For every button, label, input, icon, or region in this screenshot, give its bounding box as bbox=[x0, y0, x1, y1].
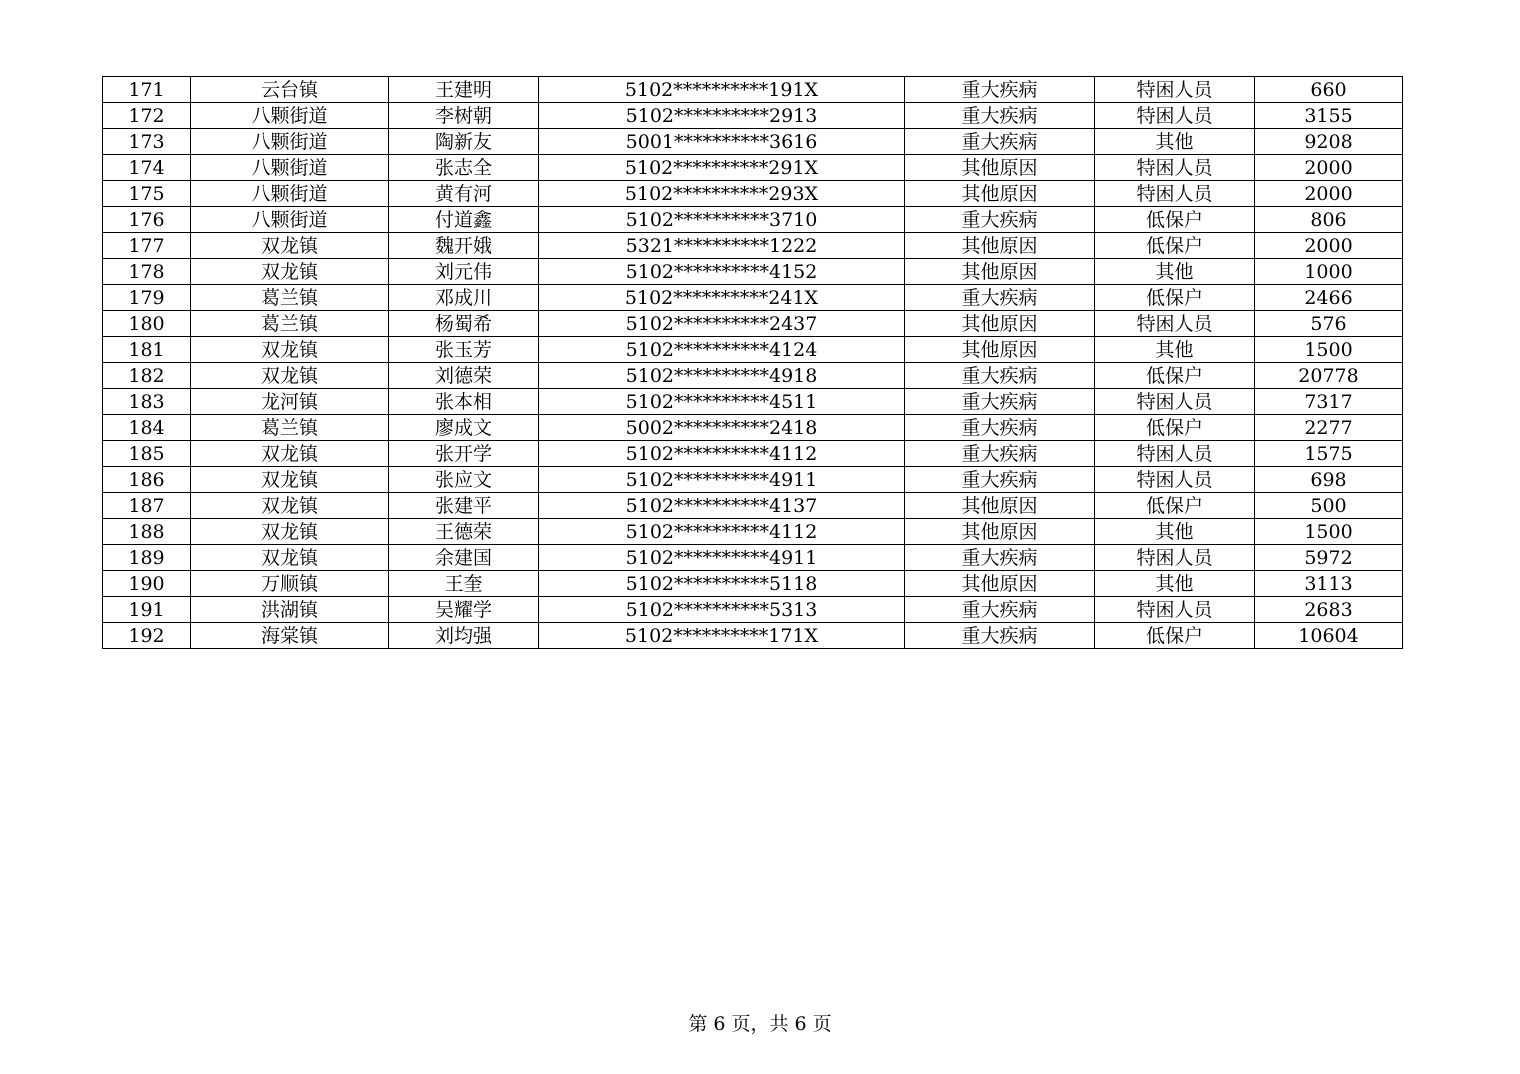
serial-number-cell: 171 bbox=[103, 77, 191, 103]
table-row bbox=[103, 519, 1403, 545]
table-row bbox=[103, 623, 1403, 649]
town-cell: 双龙镇 bbox=[191, 519, 389, 545]
serial-number-cell: 187 bbox=[103, 493, 191, 519]
table-row bbox=[103, 155, 1403, 181]
category-cell: 特困人员 bbox=[1095, 597, 1255, 623]
table-row bbox=[103, 337, 1403, 363]
reason-cell: 其他原因 bbox=[905, 181, 1095, 207]
id-number-cell: 5102**********291X bbox=[539, 155, 905, 181]
name-cell: 黄有河 bbox=[389, 181, 539, 207]
reason-cell: 重大疾病 bbox=[905, 285, 1095, 311]
table-row bbox=[103, 181, 1403, 207]
table-row bbox=[103, 545, 1403, 571]
id-number-cell: 5102**********5313 bbox=[539, 597, 905, 623]
name-cell: 王奎 bbox=[389, 571, 539, 597]
town-cell: 八颗街道 bbox=[191, 129, 389, 155]
reason-cell: 其他原因 bbox=[905, 519, 1095, 545]
aid-recipient-table bbox=[102, 76, 1403, 649]
category-cell: 特困人员 bbox=[1095, 77, 1255, 103]
town-cell: 葛兰镇 bbox=[191, 311, 389, 337]
id-number-cell: 5102**********3710 bbox=[539, 207, 905, 233]
serial-number-cell: 180 bbox=[103, 311, 191, 337]
page-number-footer: 第 6 页，共 6 页 bbox=[688, 1013, 832, 1035]
reason-cell: 重大疾病 bbox=[905, 545, 1095, 571]
id-number-cell: 5102**********4112 bbox=[539, 441, 905, 467]
amount-cell: 660 bbox=[1255, 77, 1403, 103]
town-cell: 双龙镇 bbox=[191, 233, 389, 259]
name-cell: 刘均强 bbox=[389, 623, 539, 649]
serial-number-cell: 176 bbox=[103, 207, 191, 233]
reason-cell: 其他原因 bbox=[905, 311, 1095, 337]
town-cell: 八颗街道 bbox=[191, 207, 389, 233]
serial-number-cell: 192 bbox=[103, 623, 191, 649]
name-cell: 吴耀学 bbox=[389, 597, 539, 623]
table-row bbox=[103, 389, 1403, 415]
table-row bbox=[103, 77, 1403, 103]
name-cell: 刘德荣 bbox=[389, 363, 539, 389]
amount-cell: 20778 bbox=[1255, 363, 1403, 389]
serial-number-cell: 191 bbox=[103, 597, 191, 623]
town-cell: 葛兰镇 bbox=[191, 285, 389, 311]
reason-cell: 其他原因 bbox=[905, 155, 1095, 181]
category-cell: 特困人员 bbox=[1095, 389, 1255, 415]
amount-cell: 576 bbox=[1255, 311, 1403, 337]
id-number-cell: 5102**********2437 bbox=[539, 311, 905, 337]
town-cell: 龙河镇 bbox=[191, 389, 389, 415]
town-cell: 八颗街道 bbox=[191, 155, 389, 181]
table-row bbox=[103, 493, 1403, 519]
amount-cell: 1575 bbox=[1255, 441, 1403, 467]
category-cell: 其他 bbox=[1095, 571, 1255, 597]
serial-number-cell: 182 bbox=[103, 363, 191, 389]
name-cell: 张玉芳 bbox=[389, 337, 539, 363]
town-cell: 洪湖镇 bbox=[191, 597, 389, 623]
town-cell: 云台镇 bbox=[191, 77, 389, 103]
serial-number-cell: 178 bbox=[103, 259, 191, 285]
reason-cell: 重大疾病 bbox=[905, 441, 1095, 467]
name-cell: 魏开娥 bbox=[389, 233, 539, 259]
category-cell: 低保户 bbox=[1095, 233, 1255, 259]
table-row bbox=[103, 597, 1403, 623]
town-cell: 万顺镇 bbox=[191, 571, 389, 597]
table-row bbox=[103, 207, 1403, 233]
reason-cell: 重大疾病 bbox=[905, 415, 1095, 441]
id-number-cell: 5102**********2913 bbox=[539, 103, 905, 129]
category-cell: 特困人员 bbox=[1095, 545, 1255, 571]
table-body bbox=[103, 77, 1403, 649]
id-number-cell: 5102**********241X bbox=[539, 285, 905, 311]
name-cell: 余建国 bbox=[389, 545, 539, 571]
table-row bbox=[103, 415, 1403, 441]
name-cell: 李树朝 bbox=[389, 103, 539, 129]
reason-cell: 其他原因 bbox=[905, 259, 1095, 285]
serial-number-cell: 185 bbox=[103, 441, 191, 467]
serial-number-cell: 183 bbox=[103, 389, 191, 415]
town-cell: 双龙镇 bbox=[191, 493, 389, 519]
table-row bbox=[103, 467, 1403, 493]
town-cell: 双龙镇 bbox=[191, 545, 389, 571]
amount-cell: 500 bbox=[1255, 493, 1403, 519]
id-number-cell: 5102**********4911 bbox=[539, 467, 905, 493]
name-cell: 廖成文 bbox=[389, 415, 539, 441]
category-cell: 低保户 bbox=[1095, 415, 1255, 441]
category-cell: 其他 bbox=[1095, 337, 1255, 363]
serial-number-cell: 173 bbox=[103, 129, 191, 155]
town-cell: 双龙镇 bbox=[191, 467, 389, 493]
table-row bbox=[103, 363, 1403, 389]
reason-cell: 其他原因 bbox=[905, 571, 1095, 597]
name-cell: 张开学 bbox=[389, 441, 539, 467]
reason-cell: 重大疾病 bbox=[905, 207, 1095, 233]
amount-cell: 10604 bbox=[1255, 623, 1403, 649]
amount-cell: 2000 bbox=[1255, 233, 1403, 259]
category-cell: 低保户 bbox=[1095, 207, 1255, 233]
name-cell: 杨蜀希 bbox=[389, 311, 539, 337]
name-cell: 张志全 bbox=[389, 155, 539, 181]
category-cell: 其他 bbox=[1095, 129, 1255, 155]
amount-cell: 3155 bbox=[1255, 103, 1403, 129]
id-number-cell: 5102**********4152 bbox=[539, 259, 905, 285]
reason-cell: 重大疾病 bbox=[905, 467, 1095, 493]
id-number-cell: 5102**********293X bbox=[539, 181, 905, 207]
serial-number-cell: 190 bbox=[103, 571, 191, 597]
amount-cell: 2000 bbox=[1255, 181, 1403, 207]
town-cell: 双龙镇 bbox=[191, 441, 389, 467]
serial-number-cell: 184 bbox=[103, 415, 191, 441]
amount-cell: 1500 bbox=[1255, 519, 1403, 545]
category-cell: 特困人员 bbox=[1095, 181, 1255, 207]
name-cell: 付道鑫 bbox=[389, 207, 539, 233]
id-number-cell: 5102**********4918 bbox=[539, 363, 905, 389]
table-row bbox=[103, 103, 1403, 129]
category-cell: 低保户 bbox=[1095, 623, 1255, 649]
serial-number-cell: 188 bbox=[103, 519, 191, 545]
id-number-cell: 5321**********1222 bbox=[539, 233, 905, 259]
reason-cell: 其他原因 bbox=[905, 337, 1095, 363]
category-cell: 特困人员 bbox=[1095, 103, 1255, 129]
town-cell: 双龙镇 bbox=[191, 363, 389, 389]
name-cell: 陶新友 bbox=[389, 129, 539, 155]
serial-number-cell: 174 bbox=[103, 155, 191, 181]
reason-cell: 重大疾病 bbox=[905, 129, 1095, 155]
reason-cell: 重大疾病 bbox=[905, 77, 1095, 103]
amount-cell: 3113 bbox=[1255, 571, 1403, 597]
id-number-cell: 5002**********2418 bbox=[539, 415, 905, 441]
category-cell: 低保户 bbox=[1095, 493, 1255, 519]
name-cell: 张应文 bbox=[389, 467, 539, 493]
category-cell: 其他 bbox=[1095, 519, 1255, 545]
serial-number-cell: 175 bbox=[103, 181, 191, 207]
town-cell: 双龙镇 bbox=[191, 259, 389, 285]
category-cell: 特困人员 bbox=[1095, 441, 1255, 467]
table-row bbox=[103, 285, 1403, 311]
reason-cell: 重大疾病 bbox=[905, 103, 1095, 129]
amount-cell: 2466 bbox=[1255, 285, 1403, 311]
table-row bbox=[103, 129, 1403, 155]
name-cell: 张建平 bbox=[389, 493, 539, 519]
town-cell: 海棠镇 bbox=[191, 623, 389, 649]
amount-cell: 1000 bbox=[1255, 259, 1403, 285]
reason-cell: 重大疾病 bbox=[905, 623, 1095, 649]
category-cell: 特困人员 bbox=[1095, 311, 1255, 337]
amount-cell: 7317 bbox=[1255, 389, 1403, 415]
id-number-cell: 5102**********171X bbox=[539, 623, 905, 649]
name-cell: 刘元伟 bbox=[389, 259, 539, 285]
amount-cell: 9208 bbox=[1255, 129, 1403, 155]
serial-number-cell: 179 bbox=[103, 285, 191, 311]
amount-cell: 806 bbox=[1255, 207, 1403, 233]
amount-cell: 698 bbox=[1255, 467, 1403, 493]
town-cell: 葛兰镇 bbox=[191, 415, 389, 441]
name-cell: 邓成川 bbox=[389, 285, 539, 311]
serial-number-cell: 181 bbox=[103, 337, 191, 363]
amount-cell: 2277 bbox=[1255, 415, 1403, 441]
id-number-cell: 5102**********4511 bbox=[539, 389, 905, 415]
reason-cell: 其他原因 bbox=[905, 493, 1095, 519]
amount-cell: 1500 bbox=[1255, 337, 1403, 363]
table-row bbox=[103, 571, 1403, 597]
id-number-cell: 5001**********3616 bbox=[539, 129, 905, 155]
amount-cell: 2683 bbox=[1255, 597, 1403, 623]
category-cell: 特困人员 bbox=[1095, 155, 1255, 181]
category-cell: 其他 bbox=[1095, 259, 1255, 285]
table-row bbox=[103, 441, 1403, 467]
table-row bbox=[103, 233, 1403, 259]
serial-number-cell: 189 bbox=[103, 545, 191, 571]
amount-cell: 2000 bbox=[1255, 155, 1403, 181]
category-cell: 低保户 bbox=[1095, 363, 1255, 389]
name-cell: 张本相 bbox=[389, 389, 539, 415]
category-cell: 特困人员 bbox=[1095, 467, 1255, 493]
id-number-cell: 5102**********4124 bbox=[539, 337, 905, 363]
id-number-cell: 5102**********5118 bbox=[539, 571, 905, 597]
town-cell: 八颗街道 bbox=[191, 103, 389, 129]
amount-cell: 5972 bbox=[1255, 545, 1403, 571]
id-number-cell: 5102**********4112 bbox=[539, 519, 905, 545]
town-cell: 双龙镇 bbox=[191, 337, 389, 363]
id-number-cell: 5102**********191X bbox=[539, 77, 905, 103]
reason-cell: 重大疾病 bbox=[905, 389, 1095, 415]
category-cell: 低保户 bbox=[1095, 285, 1255, 311]
table-row bbox=[103, 311, 1403, 337]
reason-cell: 重大疾病 bbox=[905, 363, 1095, 389]
serial-number-cell: 172 bbox=[103, 103, 191, 129]
id-number-cell: 5102**********4911 bbox=[539, 545, 905, 571]
reason-cell: 其他原因 bbox=[905, 233, 1095, 259]
town-cell: 八颗街道 bbox=[191, 181, 389, 207]
table-row bbox=[103, 259, 1403, 285]
serial-number-cell: 186 bbox=[103, 467, 191, 493]
name-cell: 王建明 bbox=[389, 77, 539, 103]
id-number-cell: 5102**********4137 bbox=[539, 493, 905, 519]
serial-number-cell: 177 bbox=[103, 233, 191, 259]
reason-cell: 重大疾病 bbox=[905, 597, 1095, 623]
name-cell: 王德荣 bbox=[389, 519, 539, 545]
